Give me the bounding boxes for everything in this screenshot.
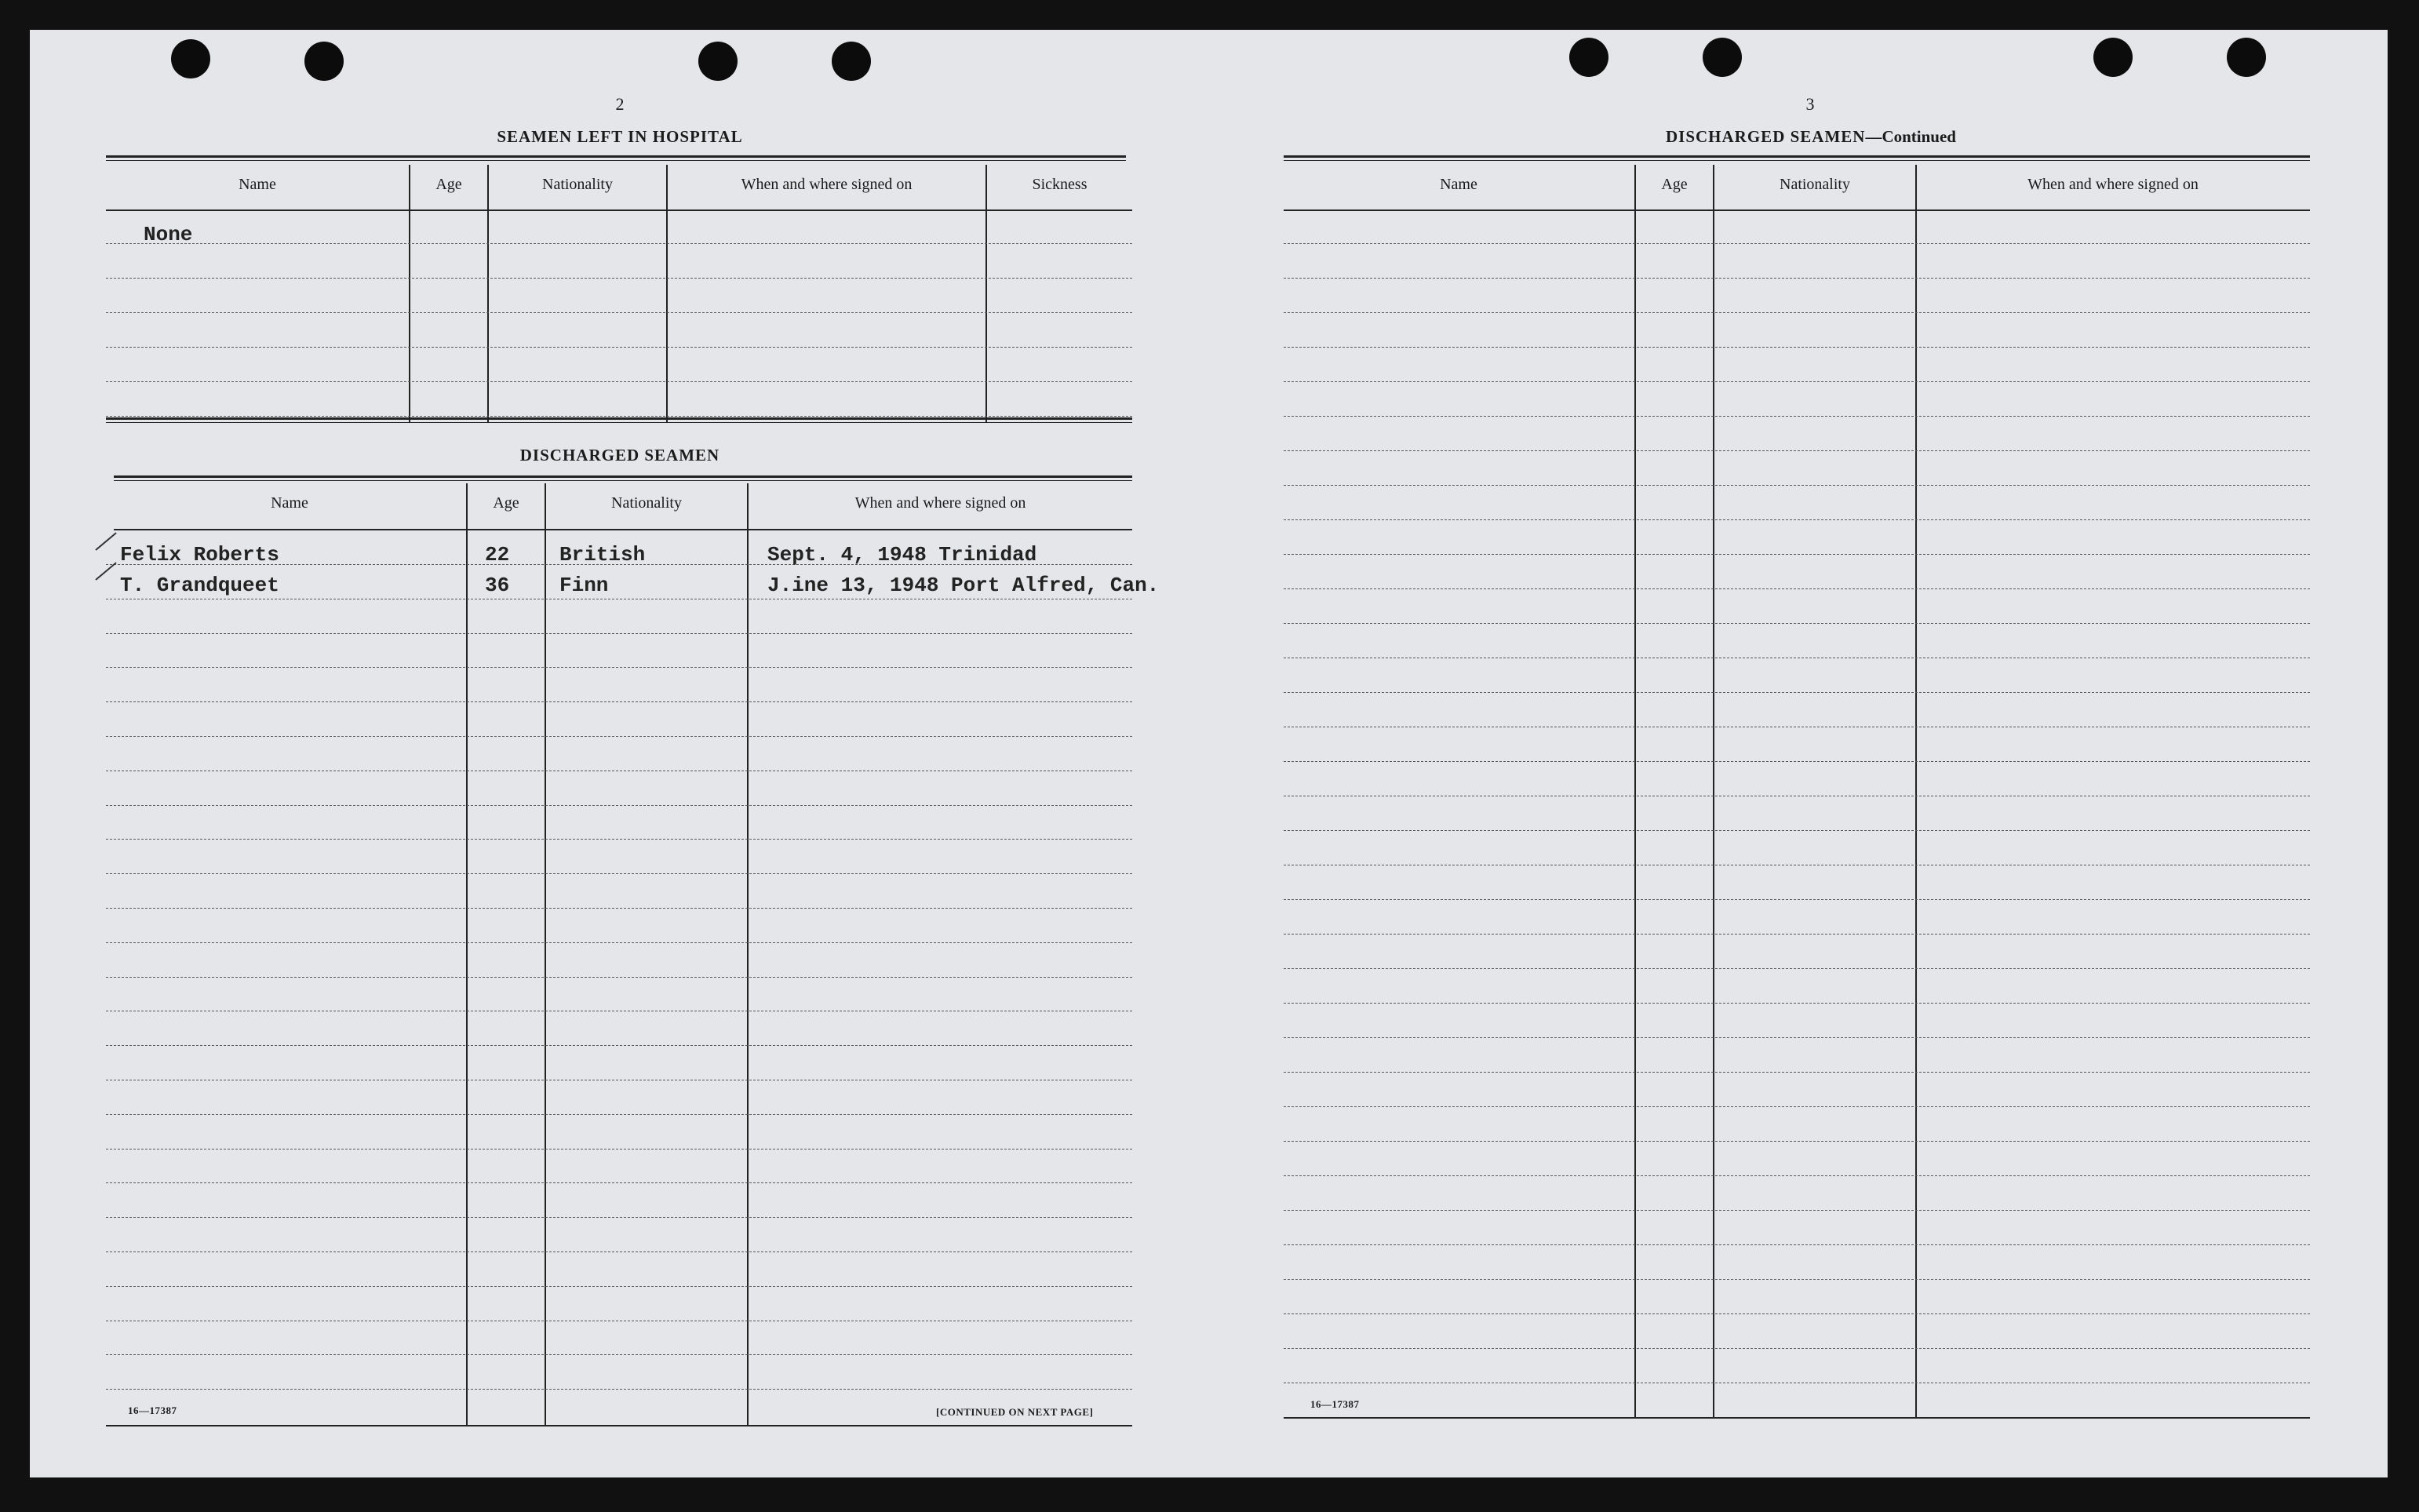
column-header-signed-on: When and where signed on — [2027, 176, 2199, 193]
row-rule — [106, 1217, 1132, 1218]
row-rule — [1284, 381, 2310, 382]
row-rule — [1284, 312, 2310, 313]
bottom-rule — [1284, 1417, 2310, 1419]
row-rule — [106, 416, 1132, 417]
row-rule — [106, 633, 1132, 634]
header-rule — [106, 209, 1132, 211]
row-rule — [1284, 1037, 2310, 1038]
row-rule — [106, 1251, 1132, 1252]
double-rule — [106, 155, 1126, 161]
row-rule — [1284, 243, 2310, 244]
hospital-entry-none: None — [144, 223, 193, 246]
column-divider — [409, 165, 410, 422]
column-divider — [747, 483, 749, 1425]
page-number: 3 — [1805, 94, 1815, 114]
seaman-name: Felix Roberts — [120, 543, 279, 567]
seaman-age: 36 — [485, 574, 510, 597]
column-header-age: Age — [493, 494, 519, 512]
discharged-continued-title — [1576, 127, 2046, 147]
punch-hole — [1703, 38, 1742, 77]
row-rule — [1284, 1279, 2310, 1280]
punch-hole — [304, 42, 344, 81]
scanned-document — [30, 30, 2388, 1477]
row-rule — [1284, 1141, 2310, 1142]
row-rule — [1284, 761, 2310, 762]
row-rule — [1284, 519, 2310, 520]
continued-note: [CONTINUED ON NEXT PAGE] — [936, 1406, 1094, 1418]
row-rule — [106, 1045, 1132, 1046]
row-rule — [1284, 934, 2310, 935]
punch-hole — [698, 42, 738, 81]
column-divider — [466, 483, 468, 1425]
column-divider — [666, 165, 668, 422]
column-header-nationality: Nationality — [1780, 176, 1850, 193]
row-rule — [1284, 1072, 2310, 1073]
row-rule — [106, 908, 1132, 909]
row-rule — [1284, 485, 2310, 486]
seaman-signed-on: Sept. 4, 1948 Trinidad — [767, 543, 1037, 567]
double-rule — [114, 475, 1132, 481]
form-number: 16—17387 — [128, 1405, 177, 1416]
column-header-name: Name — [271, 494, 308, 512]
hospital-section-title: SEAMEN LEFT IN HOSPITAL — [497, 127, 743, 146]
row-rule — [106, 701, 1132, 702]
row-rule — [1284, 278, 2310, 279]
row-rule — [106, 977, 1132, 978]
row-rule — [1284, 968, 2310, 969]
row-rule — [106, 381, 1132, 382]
row-rule — [106, 347, 1132, 348]
column-divider — [1915, 165, 1917, 1417]
row-rule — [1284, 1244, 2310, 1245]
column-header-nationality: Nationality — [542, 176, 613, 193]
row-rule — [1284, 416, 2310, 417]
column-header-sickness: Sickness — [1032, 176, 1087, 193]
row-rule — [106, 1354, 1132, 1355]
header-rule — [1284, 209, 2310, 211]
row-rule — [1284, 1106, 2310, 1107]
column-header-nationality: Nationality — [611, 494, 682, 512]
row-rule — [1284, 1348, 2310, 1349]
seaman-name: T. Grandqueet — [120, 574, 279, 597]
seaman-age: 22 — [485, 543, 510, 567]
discharged-section-title: DISCHARGED SEAMEN — [519, 446, 720, 465]
column-header-age: Age — [435, 176, 462, 193]
header-rule — [114, 529, 1132, 530]
column-divider — [1713, 165, 1714, 1417]
row-rule — [1284, 623, 2310, 624]
column-divider — [985, 165, 987, 422]
column-divider — [545, 483, 546, 1425]
column-header-age: Age — [1661, 176, 1688, 193]
row-rule — [106, 1389, 1132, 1390]
row-rule — [1284, 830, 2310, 831]
row-rule — [1284, 899, 2310, 900]
row-rule — [1284, 450, 2310, 451]
column-header-name: Name — [239, 176, 276, 193]
row-rule — [106, 839, 1132, 840]
seaman-nationality: British — [559, 543, 646, 567]
row-rule — [106, 805, 1132, 806]
punch-hole — [1569, 38, 1608, 77]
page-number: 2 — [615, 94, 625, 114]
column-header-name: Name — [1440, 176, 1477, 193]
punch-hole — [171, 39, 210, 78]
column-header-signed-on: When and where signed on — [854, 494, 1026, 512]
column-header-signed-on: When and where signed on — [741, 176, 913, 193]
form-number: 16—17387 — [1310, 1398, 1360, 1410]
row-rule — [106, 667, 1132, 668]
row-rule — [1284, 554, 2310, 555]
seaman-nationality: Finn — [559, 574, 609, 597]
row-rule — [106, 942, 1132, 943]
title-suffix: —Continued — [1865, 127, 1956, 146]
punch-hole — [2093, 38, 2133, 77]
seaman-signed-on: J.ine 13, 1948 Port Alfred, Can. — [767, 574, 1160, 597]
double-rule — [106, 417, 1132, 423]
punch-hole — [832, 42, 871, 81]
row-rule — [1284, 1210, 2310, 1211]
row-rule — [106, 873, 1132, 874]
row-rule — [1284, 1175, 2310, 1176]
row-rule — [1284, 692, 2310, 693]
column-divider — [487, 165, 489, 422]
row-rule — [106, 1182, 1132, 1183]
row-rule — [1284, 1313, 2310, 1314]
row-rule — [106, 312, 1132, 313]
column-divider — [1634, 165, 1636, 1417]
row-rule — [106, 243, 1132, 244]
row-rule — [1284, 588, 2310, 589]
check-mark — [95, 532, 116, 550]
row-rule — [106, 736, 1132, 737]
bottom-rule — [106, 1425, 1132, 1426]
row-rule — [1284, 1003, 2310, 1004]
row-rule — [1284, 347, 2310, 348]
punch-hole — [2227, 38, 2266, 77]
row-rule — [106, 278, 1132, 279]
title-main: DISCHARGED SEAMEN — [1666, 127, 1866, 146]
double-rule — [1284, 155, 2310, 161]
row-rule — [106, 1114, 1132, 1115]
row-rule — [106, 1286, 1132, 1287]
